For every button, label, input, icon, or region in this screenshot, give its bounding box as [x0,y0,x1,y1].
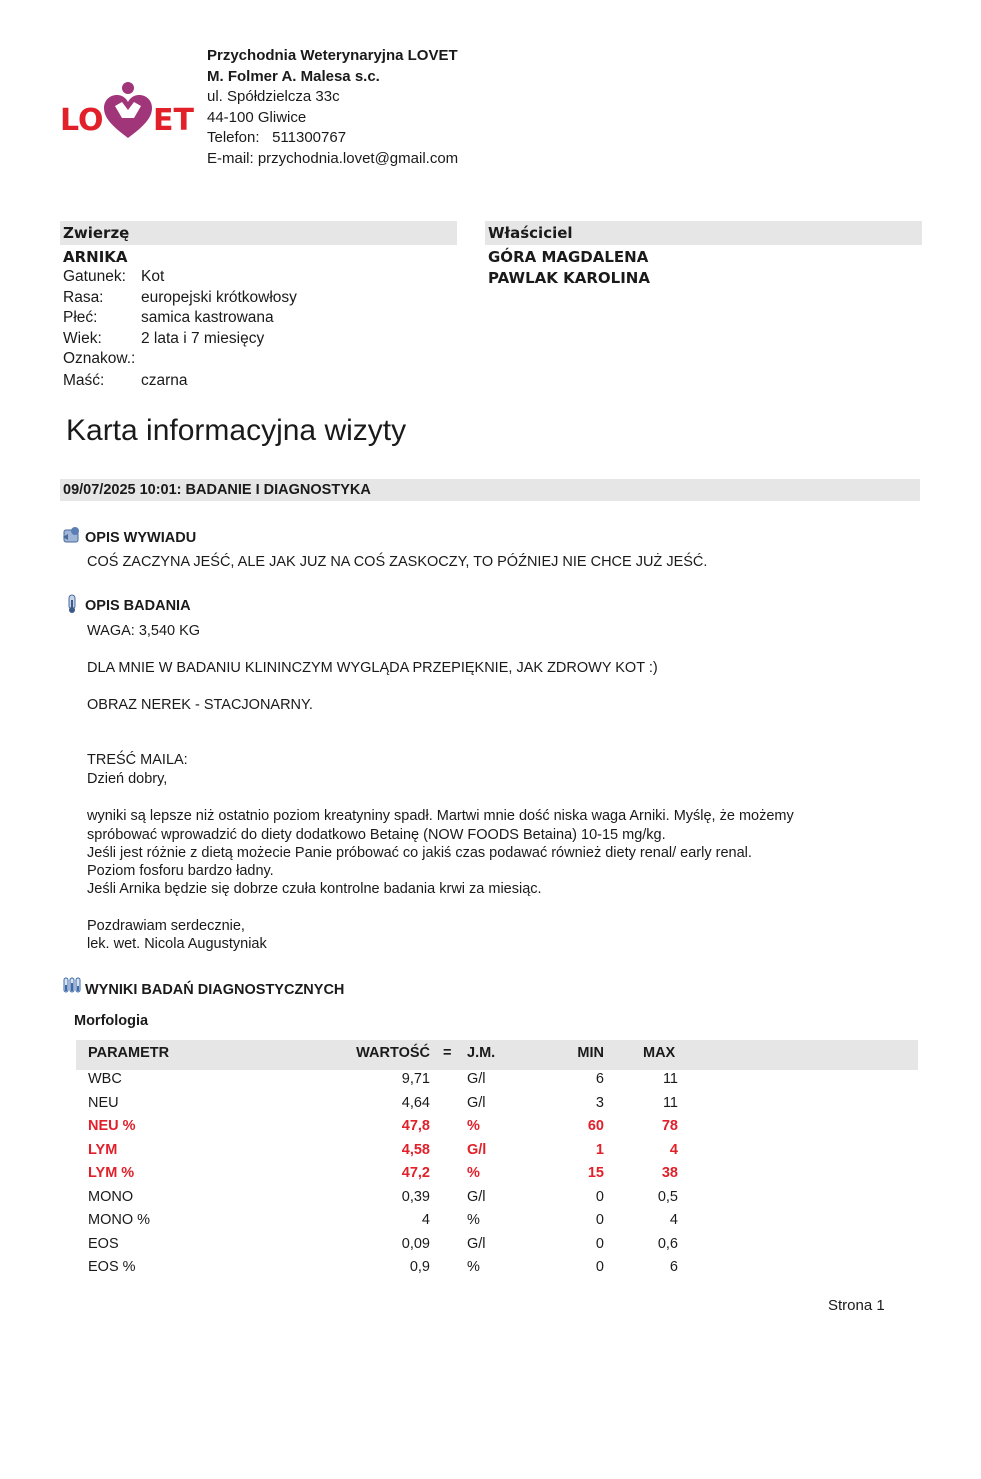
mail-body-line: Jeśli Arnika będzie się dobrze czuła kontrolne badania krwi za miesiąc. [87,881,542,897]
animal-field-value: samica kastrowana [141,309,274,326]
email-label: E-mail: [207,149,254,167]
owner-header: Właściciel [488,224,573,242]
cell-unit: G/l [467,1141,487,1158]
cell-max: 4 [669,1212,678,1228]
mail-body-line: Poziom fosforu bardzo ładny. [87,863,274,879]
animal-field-value: Kot [141,268,165,285]
cell-value: 0,39 [401,1188,430,1205]
animal-field-label: Wiek: [63,330,102,347]
cell-unit: G/l [467,1071,486,1087]
mail-body-line: spróbować wprowadzić do diety dodatkowo Betainę (NOW FOODS Betaina) 10-15 mg/kg. [87,827,666,843]
exam-weight: WAGA: 3,540 KG [87,623,201,639]
owner-name: GÓRA MAGDALENA [488,248,649,266]
animal-field-label: Oznakow.: [63,350,136,367]
animal-field-label: Maść: [63,372,105,389]
clinic-street: ul. Spółdzielcza 33c [207,88,340,105]
results-panel-name: Morfologia [74,1013,149,1029]
animal-field-label: Rasa: [63,289,104,306]
cell-max: 4 [669,1141,678,1158]
clinic-info [207,46,458,169]
col-eq: = [443,1045,452,1061]
mail-signature: lek. wet. Nicola Augustyniak [87,936,267,952]
mail-body-line: Jeśli jest różnie z dietą możecie Panie próbować co jakiś czas podawać również diety renal/ early renal. [87,845,752,861]
cell-min: 15 [587,1165,604,1181]
clinic-logo [60,80,195,140]
cell-max: 0,5 [657,1188,678,1205]
col-unit: J.M. [467,1045,496,1061]
cell-unit: % [467,1118,480,1134]
svg-text:LO: LO [60,103,104,138]
animal-field-label: Płeć: [63,309,98,326]
interview-text: COŚ ZACZYNA JEŚĆ, ALE JAK JUZ NA COŚ ZASKOCZY, TO PÓŹNIEJ NIE CHCE JUŻ JEŚĆ. [87,554,708,570]
interview-icon [62,526,82,544]
animal-field-label: Gatunek: [63,268,126,285]
animal-header: Zwierzę [63,224,130,242]
results-title: WYNIKI BADAŃ DIAGNOSTYCZNYCH [85,982,345,998]
cell-min: 60 [587,1118,604,1134]
cell-unit: % [467,1212,480,1228]
clinic-owners: M. Folmer A. Malesa s.c. [207,67,380,85]
phone-label: Telefon: [207,129,260,146]
cell-max: 11 [662,1071,678,1087]
cell-min: 0 [595,1235,604,1252]
cell-unit: % [467,1259,480,1275]
page-title: Karta informacyjna wizyty [66,414,407,447]
exam-line: DLA MNIE W BADANIU KLININCZYM WYGLĄDA PRZEPIĘKNIE, JAK ZDROWY KOT :) [87,660,658,676]
clinic-name: Przychodnia Weterynaryjna LOVET [207,47,458,64]
cell-param: NEU % [88,1118,136,1134]
results-icon [62,976,82,994]
cell-max: 11 [662,1094,678,1111]
cell-value: 4,58 [401,1141,430,1158]
cell-max: 38 [661,1165,678,1181]
cell-unit: % [467,1165,480,1181]
cell-param: EOS % [88,1259,136,1275]
animal-field-value: europejski krótkowłosy [141,289,297,306]
visit-header: 09/07/2025 10:01: BADANIE I DIAGNOSTYKA [63,482,371,498]
cell-param: LYM % [88,1165,135,1181]
owner-name: PAWLAK KAROLINA [488,269,650,287]
cell-param: MONO [88,1188,134,1205]
cell-param: LYM [88,1141,118,1158]
svg-text:ET: ET [153,103,194,138]
col-max: MAX [643,1045,676,1061]
cell-value: 4 [421,1212,430,1228]
cell-value: 4,64 [401,1094,430,1111]
col-min: MIN [577,1045,604,1061]
cell-value: 9,71 [401,1071,430,1087]
cell-unit: G/l [467,1235,486,1252]
interview-title: OPIS WYWIADU [85,530,197,546]
animal-field-value: czarna [141,372,188,389]
col-param: PARAMETR [88,1045,170,1061]
exam-title: OPIS BADANIA [85,598,191,614]
clinic-city: 44-100 Gliwice [207,108,307,126]
cell-min: 1 [595,1141,604,1158]
animal-name: ARNIKA [63,248,128,266]
results-table-header [76,1040,918,1070]
phone-value: 511300767 [272,129,347,146]
cell-min: 3 [595,1094,604,1111]
cell-unit: G/l [467,1094,486,1111]
cell-max: 6 [669,1259,678,1275]
mail-body-line: wyniki są lepsze niż ostatnio poziom kreatyniny spadł. Martwi mnie dość niska waga Arniki. Myślę, że możemy [87,808,794,824]
cell-min: 6 [595,1071,604,1087]
page-number: Strona 1 [828,1297,885,1314]
cell-unit: G/l [467,1188,486,1205]
cell-value: 0,9 [409,1259,430,1275]
exam-line: OBRAZ NEREK - STACJONARNY. [87,697,313,713]
animal-header-bar [60,221,457,245]
cell-value: 47,8 [401,1118,430,1134]
clinic-email-line [207,149,458,170]
cell-max: 0,6 [657,1235,678,1252]
email-value[interactable]: przychodnia.lovet@gmail.com [257,149,459,167]
cell-value: 47,2 [401,1165,430,1181]
cell-param: NEU [88,1094,119,1111]
cell-min: 0 [595,1188,604,1205]
mail-header: TREŚĆ MAILA: [87,752,188,768]
cell-param: WBC [88,1071,122,1087]
owner-header-bar [485,221,922,245]
cell-min: 0 [595,1259,604,1275]
cell-param: MONO % [88,1212,151,1228]
exam-icon [66,594,78,614]
cell-max: 78 [661,1118,678,1134]
cell-value: 0,09 [401,1235,430,1252]
cell-min: 0 [595,1212,604,1228]
visit-header-bar [60,479,920,501]
clinic-phone-line [207,128,458,149]
col-value: WARTOŚĆ [356,1045,430,1061]
mail-greeting: Dzień dobry, [87,771,168,787]
animal-field-value: 2 lata i 7 miesięcy [141,330,265,347]
mail-closing: Pozdrawiam serdecznie, [87,918,245,934]
cell-param: EOS [88,1235,119,1252]
